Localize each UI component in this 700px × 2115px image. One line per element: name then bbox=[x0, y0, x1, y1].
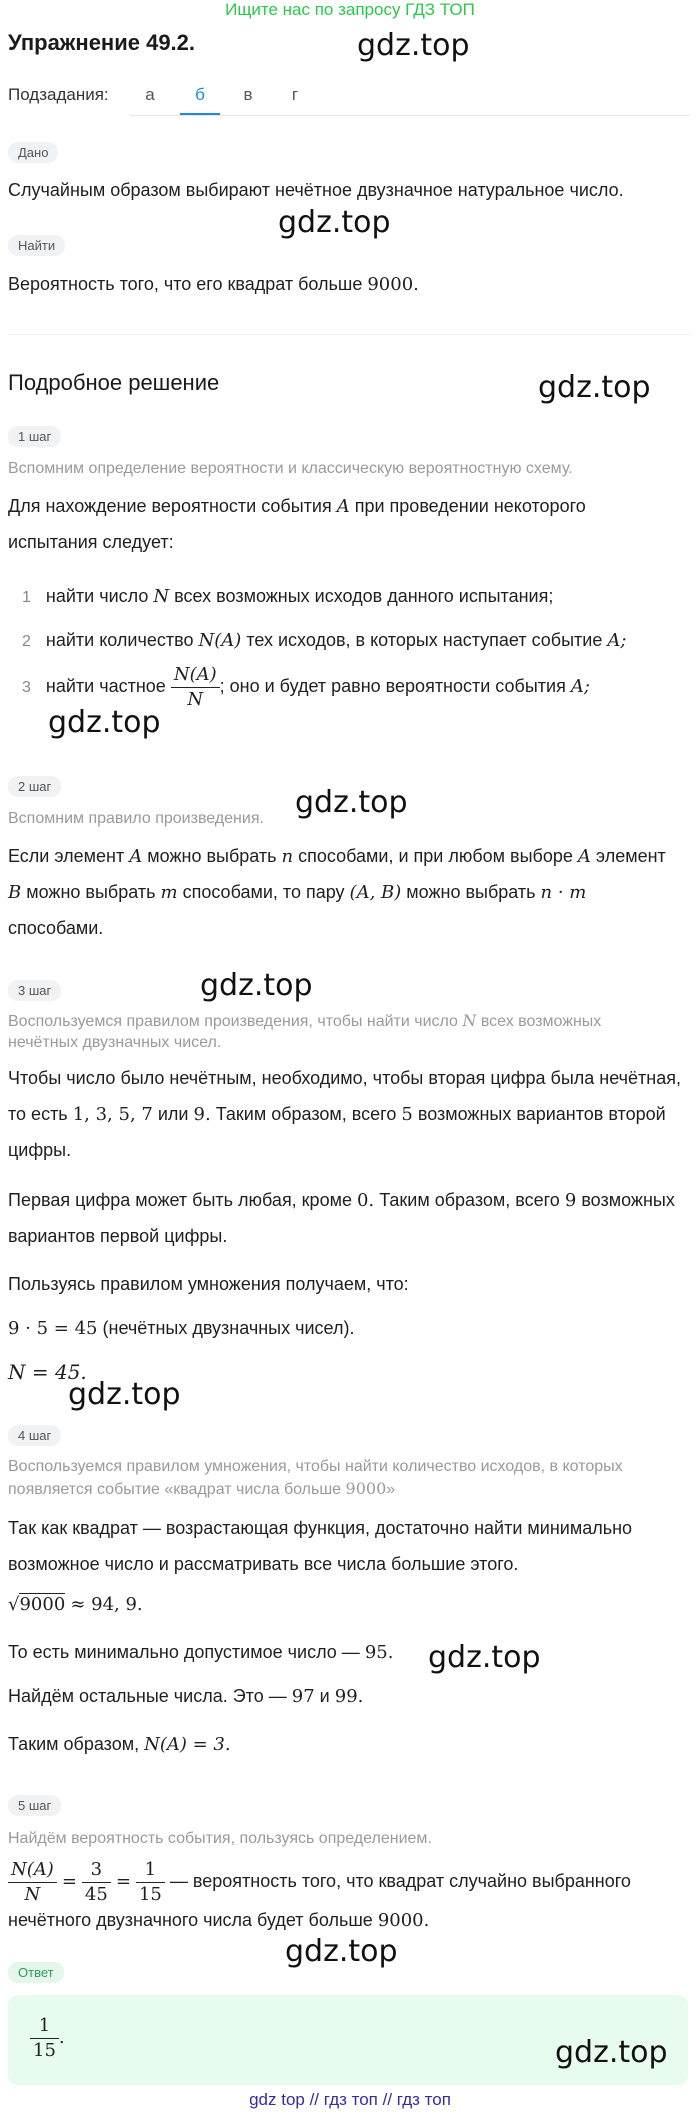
tab-v[interactable]: в bbox=[243, 85, 253, 104]
step4-line: То есть минимально допустимое число — 95. bbox=[8, 1642, 394, 1663]
step-hint-cont: нечётных двузначных чисел. bbox=[8, 1034, 222, 1051]
divider bbox=[8, 334, 690, 335]
step-hint: Найдём вероятность события, пользуясь определением. bbox=[8, 1830, 432, 1847]
step3-line: Первая цифра может быть любая, кроме 0. Таким образом, всего 9 возможных bbox=[8, 1190, 675, 1211]
watermark: gdz.top bbox=[278, 205, 391, 240]
watermark: gdz.top bbox=[48, 705, 161, 740]
step3-line: цифры. bbox=[8, 1140, 72, 1160]
given-badge: Дано bbox=[8, 142, 58, 163]
step3-line: то есть 1, 3, 5, 7 или 9. Таким образом, всего 5 возможных вариантов второй bbox=[8, 1104, 666, 1125]
subtasks-label: Подзадания: bbox=[8, 85, 109, 104]
step-hint: Воспользуемся правилом произведения, чтобы найти число N всех возможных bbox=[8, 1011, 602, 1030]
step-badge: 4 шаг bbox=[8, 1425, 61, 1446]
step3-line: Пользуясь правилом умножения получаем, что: bbox=[8, 1274, 409, 1294]
step3-line: вариантов первой цифры. bbox=[8, 1226, 228, 1246]
watermark: gdz.top bbox=[200, 968, 313, 1003]
given-text: Случайным образом выбирают нечётное двузначное натуральное число. bbox=[8, 180, 624, 200]
step1-paragraph-cont: испытания следует: bbox=[8, 532, 174, 552]
tabs-divider bbox=[130, 115, 690, 116]
step4-line: возможное число и рассматривать все числа большие этого. bbox=[8, 1554, 519, 1574]
search-banner[interactable]: Ищите нас по запросу ГДЗ ТОП bbox=[225, 0, 475, 19]
step-hint: Вспомним правило произведения. bbox=[8, 810, 264, 827]
list-item: 2 найти количество N(A) тех исходов, в которых наступает событие A; bbox=[22, 630, 627, 651]
active-tab-indicator bbox=[180, 113, 220, 115]
step3-result: N = 45. bbox=[8, 1360, 87, 1384]
tab-b[interactable]: б bbox=[195, 85, 205, 104]
step-badge: 2 шаг bbox=[8, 776, 61, 797]
step-badge: 3 шаг bbox=[8, 980, 61, 1001]
step4-line: Таким образом, N(A) = 3. bbox=[8, 1734, 231, 1755]
step3-equation: 9 · 5 = 45 (нечётных двузначных чисел). bbox=[8, 1318, 355, 1339]
step2-line: B можно выбрать m способами, то пару (A, B) можно выбрать n · m bbox=[8, 882, 587, 903]
watermark: gdz.top bbox=[538, 370, 651, 405]
page-title: Упражнение 49.2. bbox=[8, 30, 196, 55]
answer-value: $\frac{1}{15}$ . bbox=[30, 2012, 65, 2063]
step-badge: 5 шаг bbox=[8, 1795, 61, 1816]
step2-line: способами. bbox=[8, 918, 104, 938]
step4-sqrt: √9000 ≈ 94, 9. bbox=[8, 1594, 143, 1615]
footer-links[interactable]: gdz top // гдз топ // гдз топ bbox=[249, 2090, 451, 2109]
watermark: gdz.top bbox=[555, 2035, 668, 2070]
list-item: 1 найти число N всех возможных исходов данного испытания; bbox=[22, 586, 554, 607]
find-badge: Найти bbox=[8, 235, 65, 256]
step5-line: нечётного двузначного числа будет больше 9000. bbox=[8, 1910, 430, 1931]
step3-line: Чтобы число было нечётным, необходимо, чтобы вторая цифра была нечётная, bbox=[8, 1068, 681, 1088]
step-hint-cont: появляется событие «квадрат числа больше 9000» bbox=[8, 1479, 396, 1498]
watermark: gdz.top bbox=[428, 1640, 541, 1675]
tab-g[interactable]: г bbox=[291, 85, 299, 104]
step2-line: Если элемент A можно выбрать n способами, и при любом выборе A элемент bbox=[8, 846, 666, 867]
watermark: gdz.top bbox=[285, 1934, 398, 1969]
step4-line: Найдём остальные числа. Это — 97 и 99. bbox=[8, 1686, 364, 1707]
step5-formula: $\frac{N(A)}{N}$ = $\frac{3}{45}$ = $\frac{1}{15}$ — вероятность того, что квадрат случайно выбранного bbox=[8, 1856, 631, 1907]
list-item: 3 найти частное $\frac{N(A)}{N}$ ; оно и будет равно вероятности события A; bbox=[22, 663, 590, 710]
find-text: Вероятность того, что его квадрат больше 9000. bbox=[8, 274, 419, 295]
step-hint: Воспользуемся правилом умножения, чтобы найти количество исходов, в которых bbox=[8, 1458, 623, 1475]
step-hint: Вспомним определение вероятности и классическую вероятностную схему. bbox=[8, 460, 573, 477]
watermark: gdz.top bbox=[68, 1377, 181, 1412]
tab-a[interactable]: а bbox=[145, 85, 155, 104]
watermark: gdz.top bbox=[357, 28, 470, 63]
step-badge: 1 шаг bbox=[8, 426, 61, 447]
solution-title: Подробное решение bbox=[8, 370, 220, 395]
answer-badge: Ответ bbox=[8, 1962, 64, 1983]
step4-line: Так как квадрат — возрастающая функция, достаточно найти минимально bbox=[8, 1518, 633, 1538]
step1-paragraph: Для нахождение вероятности события A при проведении некоторого bbox=[8, 496, 586, 517]
watermark: gdz.top bbox=[295, 785, 408, 820]
